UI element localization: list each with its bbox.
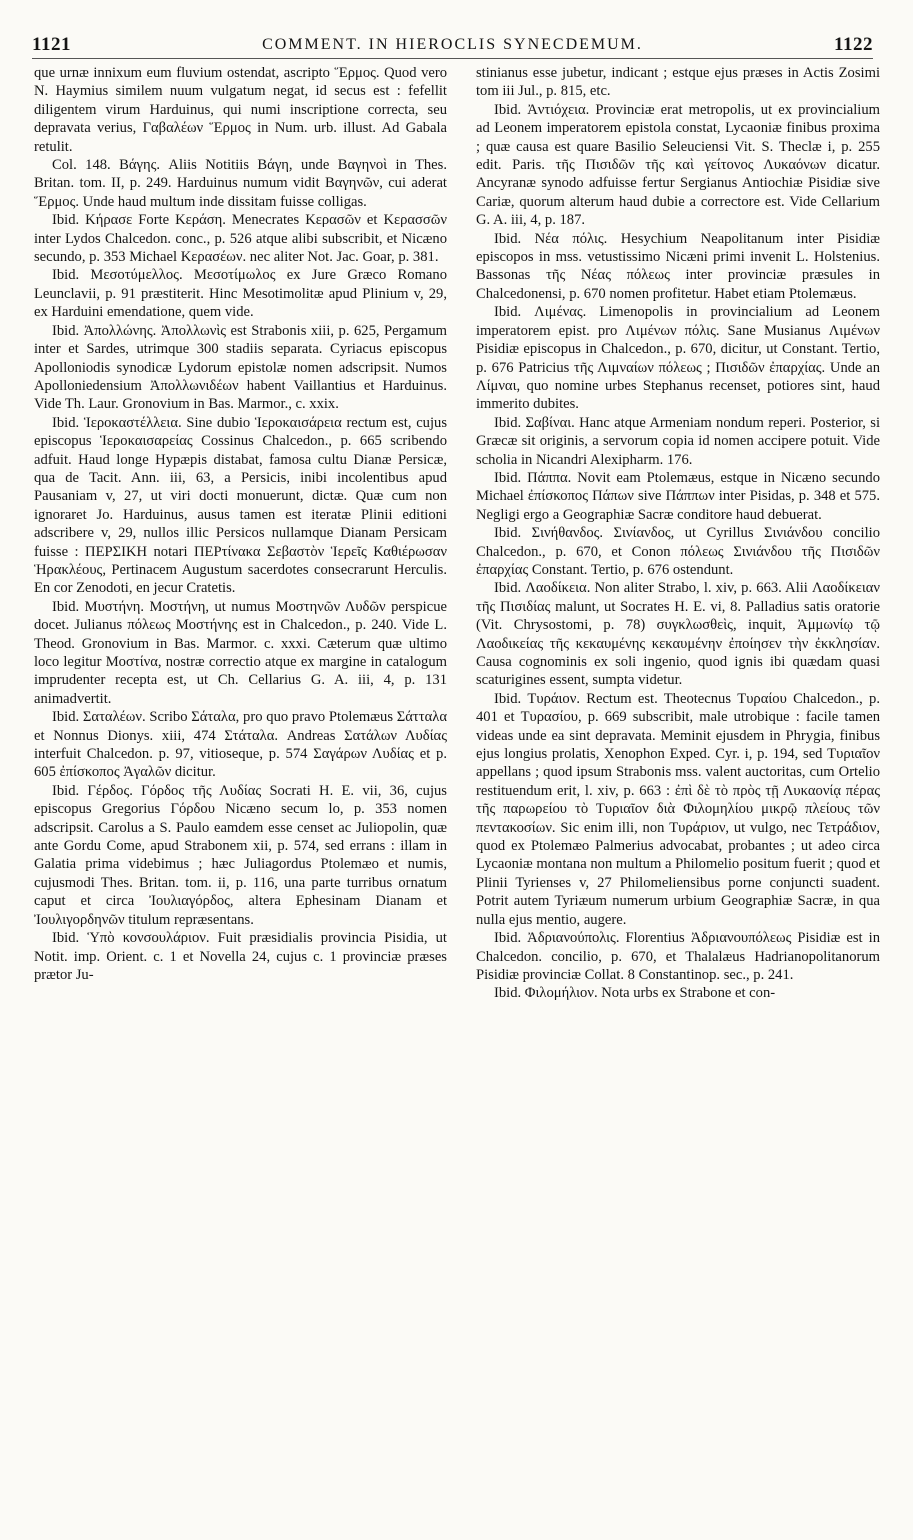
entry-paragraph: Ibid. Σινήθανδος. Σινίανδος, ut Cyrillus Σινιάνδου concilio Chalcedon., p. 670, et Conon πόλεως Σινιάνδου τῆς Πισιδῶν ἐπαρχίας Constant. Tertio, p. 676 ostendunt. <box>476 525 880 578</box>
page-number-left: 1121 <box>32 34 71 55</box>
running-header <box>32 34 873 59</box>
entry-paragraph: Ibid. Κήρασε Forte Κεράση. Menecrates Κερασῶν et Κερασσῶν inter Lydos Chalcedon. conc., p. 526 atque alibi subscribit, et Nicæno secundo, p. 353 Michael Κερασέων. nec aliter Not. Jac. Goar, p. 381. <box>34 212 447 266</box>
entry-paragraph: Ibid. Πάππα. Novit eam Ptolemæus, estque in Nicæno secundo Michael ἐπίσκοπος Πάπων sive Πάππων inter Pisidas, p. 348 et 575. Negligi ergo a Geographiæ Sacræ conditore haud debuerat. <box>476 469 880 523</box>
entry-paragraph: Ibid. Ἀπολλώνης. Ἀπολλωνὶς est Strabonis xiii, p. 625, Pergamum inter et Sardes, utrimque 300 stadiis separata. Cyriacus episcopus Apolloniodis synodicæ Lydorum epistolæ nomen adscripsit. Numos Apolloniedensium Ἀπολλωνιδέων habent Vaillantius et Harduinus. Vide Th. Laur. Gronovium in Bas. Marmor., c. xxix. <box>34 322 447 413</box>
running-title: COMMENT. IN HIEROCLIS SYNECDEMUM. <box>262 36 643 53</box>
left-column <box>34 64 447 1534</box>
entry-paragraph: Ibid. Μεσοτύμελλος. Μεσοτίμωλος ex Jure Græco Romano Leunclavii, p. 91 præstiterit. Hinc Mesotimolitæ apud Plinium v, 29, ex Harduini emendatione, quem vide. <box>34 267 447 321</box>
entry-paragraph: Ibid. Ἀντιόχεια. Provinciæ erat metropolis, ut ex provincialium ad Leonem imperatorem epistola constat, Lycaoniæ finibus proxima ; quæ causa est quare Basilio Seleuciensi Vit. S. Theclæ i, p. 255 edit. Paris. τῆς Πισιδῶν τῆς καὶ γείτονος Λυκαόνων dicatur. Ancyranæ synodo adfuisse fertur Sergianus Antiochiæ Pisidiæ sive Cariæ, quorum alterum haud dubie a correctore est. Vide Cellarium G. A. iii, 4, p. 187. <box>476 101 880 229</box>
entry-paragraph: Ibid. Σαταλέων. Scribo Σάταλα, pro quo pravo Ptolemæus Σάτταλα et Nonnus Dionys. xiii, 474 Στάταλα. Andreas Σατάλων Λυδίας interfuit Chalcedon. p. 97, vitioseque, p. 574 Σαγάρων Λυδίας et p. 605 ἐπίσκοπος Ἀγαλῶν dicitur. <box>34 709 447 781</box>
entry-paragraph: Col. 148. Βάγης. Aliis Notitiis Βάγη, unde Βαγηνοὶ in Thes. Britan. tom. II, p. 249. Harduinus numum vidit Βαγηνῶν, cui aderat Ἕρμος. Unde haud multum inde dissitam fuisse colligas. <box>34 157 447 210</box>
entry-paragraph: Ibid. Μυστήνη. Μοστήνη, ut numus Μοστηνῶν Λυδῶν perspicue docet. Julianus πόλεως Μοστήνης est in Chalcedon., p. 240. Vide L. Theod. Gronovium in Bas. Marmor. c. xxxi. Cæterum quæ ultimo loco legitur Μοστίνα, nostræ correctio atque ex margine in catalogum imprudenter recepta est, ut Ch. Cellarius G. A. iii, 4, p. 131 animadvertit. <box>34 598 447 707</box>
entry-paragraph: Ibid. Λαοδίκεια. Non aliter Strabo, l. xiv, p. 663. Alii Λαοδίκειαν τῆς Πισιδίας malunt, ut Socrates H. E. vi, 8. Palladius satis oratorie (Vit. Chrysostomi, p. 78) συγκλωσθεὶς, inquit, Ἀμμωνίῳ τῷ Λαοδικείας τῆς κεκαυμένης κεκαυμένην ἐποίησεν τὴν ἐκκλησίαν. Causa cognominis ex soli ingenio, quod ignis ibi quædam quasi scaturigines essent, sumpta videtur. <box>476 580 880 689</box>
entry-paragraph: Ibid. Γέρδος. Γόρδος τῆς Λυδίας Socrati H. E. vii, 36, cujus episcopus Gregorius Γόρδου Nicæno secum lo, p. 353 nomen adscripsit. Carolus a S. Paulo eamdem esse censet ac Juliopolin, quæ ante Gordu Come, apud Strabonem xii, p. 574, sed errans : illam in Galatia prima videbimus ; hæc Juliagordus Ptolemæo et numis, cujusmodi Thes. Britan. tom. ii, p. 116, una parte turribus ornatum caput et circa Ἰουλιαγόρδος, altera Ephesinam Dianam et Ἰουλιγορδηνῶν titulum repræsentans. <box>34 782 447 928</box>
entry-paragraph: Ibid. Τυράιον. Rectum est. Theotecnus Τυραίου Chalcedon., p. 401 et Τυρασίου, p. 669 subscribit, male utrobique : facile tamen videas unde ea sint depravata. Meminit ejusdem in Phrygia, finibus ejus longius prolatis, Xenophon Exped. Cyr. i, p. 194, sed Τυριαῖον appellans ; quod ipsum Strabonis mss. valent auctoritas, cum Ortelio restituendum erit, l. xiv, p. 663 : ἐπὶ δὲ τὸ πρὸς τῇ Λυκαονίᾳ πέρας τῆς παρωρείου τὸ Τυριαῖον διὰ Φιλομηλίου μικρῷ πλείους τῶν πεντακοσίων. Sic enim illi, non Τυράριον, ut vulgo, nec Τετράδιον, quod ex Ptolemæo Palmerius advocabat, probantes ; ut adeo circa Lycaoniæ montana non multum a Philomelio positum fuerit ; quod et Plinii Tyrienses v, 27 Philomeliensibus porne conjuncti suadent. Potrit autem Tyriæum numerum urbium Geographiæ Sacræ, in qua nulla ejus mentio, augere. <box>476 690 880 928</box>
entry-paragraph: Ibid. Ἱεροκαστέλλεια. Sine dubio Ἱεροκαισάρεια rectum est, cujus episcopus Ἱεροκαισαρείας Cossinus Chalcedon., p. 665 scribendo adfuit. Haud longe Hypæpis distabat, famosa cultu Dianæ Persicæ, qua de Tacit. Ann. iii, 63, a Persicis, inibi incolentibus apud Pausaniam v, 27, ut viri docti monuerunt, dictæ. Quæ cum non ignoraret Jo. Harduinus, ausus tamen est iteratæ Plinii editioni adscribere v, 29, nullos illic Persicos nullamque Dianam Persicam fuisse : ΠΕΡΣΙΚΗ notari ΠΕΡτίνακα Σεβαστὸν Ἱερεῖς Καθιέρωσαν Ἡρακλέους, Pertinacem Augustum sacerdotes consecrarunt Herculis. En cor Zenodoti, en jecur Cratetis. <box>34 414 447 597</box>
entry-paragraph: Ibid. Φιλομήλιον. Nota urbs ex Strabone et con- <box>494 985 776 1002</box>
entry-paragraph: Ibid. Σαβίναι. Hanc atque Armeniam nondum reperi. Posterior, si Græcæ sit originis, a servorum copia id nomen accipere potuit. Vide scholia in Nicandri Alexipharm. 176. <box>476 414 880 468</box>
page-number-right: 1122 <box>834 34 873 55</box>
entry-paragraph: Ibid. Λιμένας. Limenopolis in provincialium ad Leonem imperatorem epist. pro Λιμένων πόλις. Sane Musianus Λιμένων Pisidiæ episcopus in Chalcedon., p. 670, dicitur, ut Constant. Tertio, p. 676 Patricius τῆς Λιμναίων πόλεως ; Πισιδῶν ἐπαρχίας. Unde an Λίμναι, quo nomine urbes Stephanus recenset, potiores sint, haud immerito dubites. <box>476 304 880 413</box>
entry-paragraph: Ibid. Νέα πόλις. Hesychium Neapolitanum inter Pisidiæ episcopos in mss. vetustissimo Nicæni primi invenit L. Holstenius. Bassonas τῆς Νέας πόλεως inter provinciæ præsules in Chalcedonensi, p. 670 nomen profitetur. Habet etiam Ptolemæus. <box>476 230 880 302</box>
paragraph: que urnæ innixum eum fluvium ostendat, ascripto Ἕρμος. Quod vero N. Haymius similem nuum vulgatum negat, id secus est : fefellit diligentem virum Harduinus, qui numi inscriptione correcta, seu depravata verius, Γαβαλέων Ἕρμος in Num. urb. illust. Ad Gabala retulit. <box>34 65 447 155</box>
entry-paragraph: Ibid. Ὑπὸ κονσουλάριον. Fuit præsidialis provincia Pisidia, ut Notit. imp. Orient. c. 1 et Novella 24, cujus c. 1 provinciæ præses prætor Ju- <box>34 930 447 983</box>
right-column <box>476 64 880 1534</box>
paragraph: stinianus esse jubetur, indicant ; estque ejus præses in Actis Zosimi tom iii Jul., p. 815, etc. <box>476 65 880 100</box>
entry-paragraph: Ibid. Ἀδριανούπολις. Florentius Ἀδριανουπόλεως Pisidiæ est in Chalcedon. concilio, p. 670, et Thalalæus Hadrianopolitanorum Pisidiæ provinciæ Collat. 8 Constantinop. sec., p. 241. <box>476 930 880 983</box>
